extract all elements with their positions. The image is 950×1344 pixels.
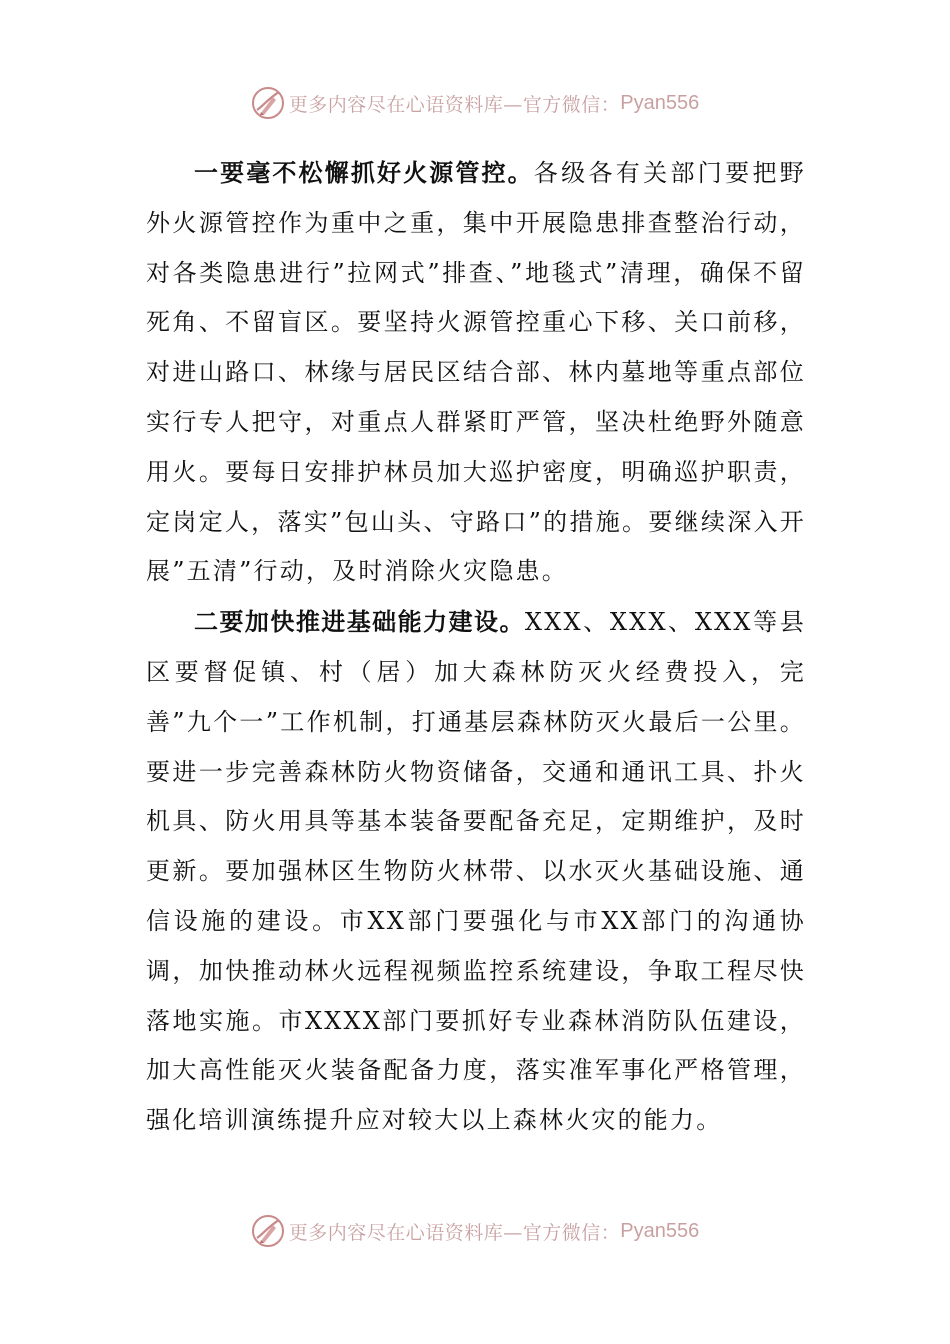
- watermark-wechat-id: Pyan556: [620, 1219, 700, 1242]
- paragraph-body-text: XXX、XXX、XXX等县区要督促镇、村（居）加大森林防灭火经费投入，完善”九个一”工作机制，打通基层森林防灭火最后一公里。要进一步完善森林防火物资储备，交通和通讯工具、扑火机具、防火用具等基本装备要配备充足，定期维护，及时更新。要加强林区生物防火林带、以水灭火基础设施、通信设施的建设。市XX部门要强化与市XX部门的沟通协调，加快推动林火远程视频监控系统建设，争取工程尽快落地实施。市XXXX部门要抓好专业森林消防队伍建设，加大高性能灭火装备配备力度，落实准军事化严格管理，强化培训演练提升应对较大以上森林火灾的能力。: [146, 608, 807, 1135]
- watermark-text: 更多内容尽在心语资料库—官方微信：: [288, 93, 621, 116]
- watermark-wechat-id: Pyan556: [620, 91, 700, 114]
- paragraph-body-text: 各级各有关部门要把野外火源管控作为重中之重，集中开展隐患排查整治行动，对各类隐患进行”拉网式”排查、”地毯式”清理，确保不留死角、不留盲区。要坚持火源管控重心下移、关口前移，对进山路口、林缘与居民区结合部、林内墓地等重点部位实行专人把守，对重点人群紧盯严管，坚决杜绝野外随意用火。要每日安排护林员加大巡护密度，明确巡护职责，定岗定人，落实”包山头、守路口”的措施。要继续深入开展”五清”行动，及时消除火灾隐患。: [146, 159, 807, 586]
- pen-logo-icon: [251, 86, 285, 120]
- paragraph-fire-source-control: [146, 148, 806, 597]
- paragraph-capacity-building: [146, 597, 806, 1146]
- watermark-header: [0, 83, 950, 123]
- document-body: [146, 148, 806, 1146]
- pen-logo-icon: [251, 1214, 285, 1248]
- watermark-footer: [0, 1211, 950, 1251]
- watermark-text: 更多内容尽在心语资料库—官方微信：: [288, 1221, 621, 1244]
- paragraph-lead-heading: 一要毫不松懈抓好火源管控。: [194, 158, 534, 187]
- paragraph-lead-heading: 二要加快推进基础能力建设。: [194, 607, 525, 637]
